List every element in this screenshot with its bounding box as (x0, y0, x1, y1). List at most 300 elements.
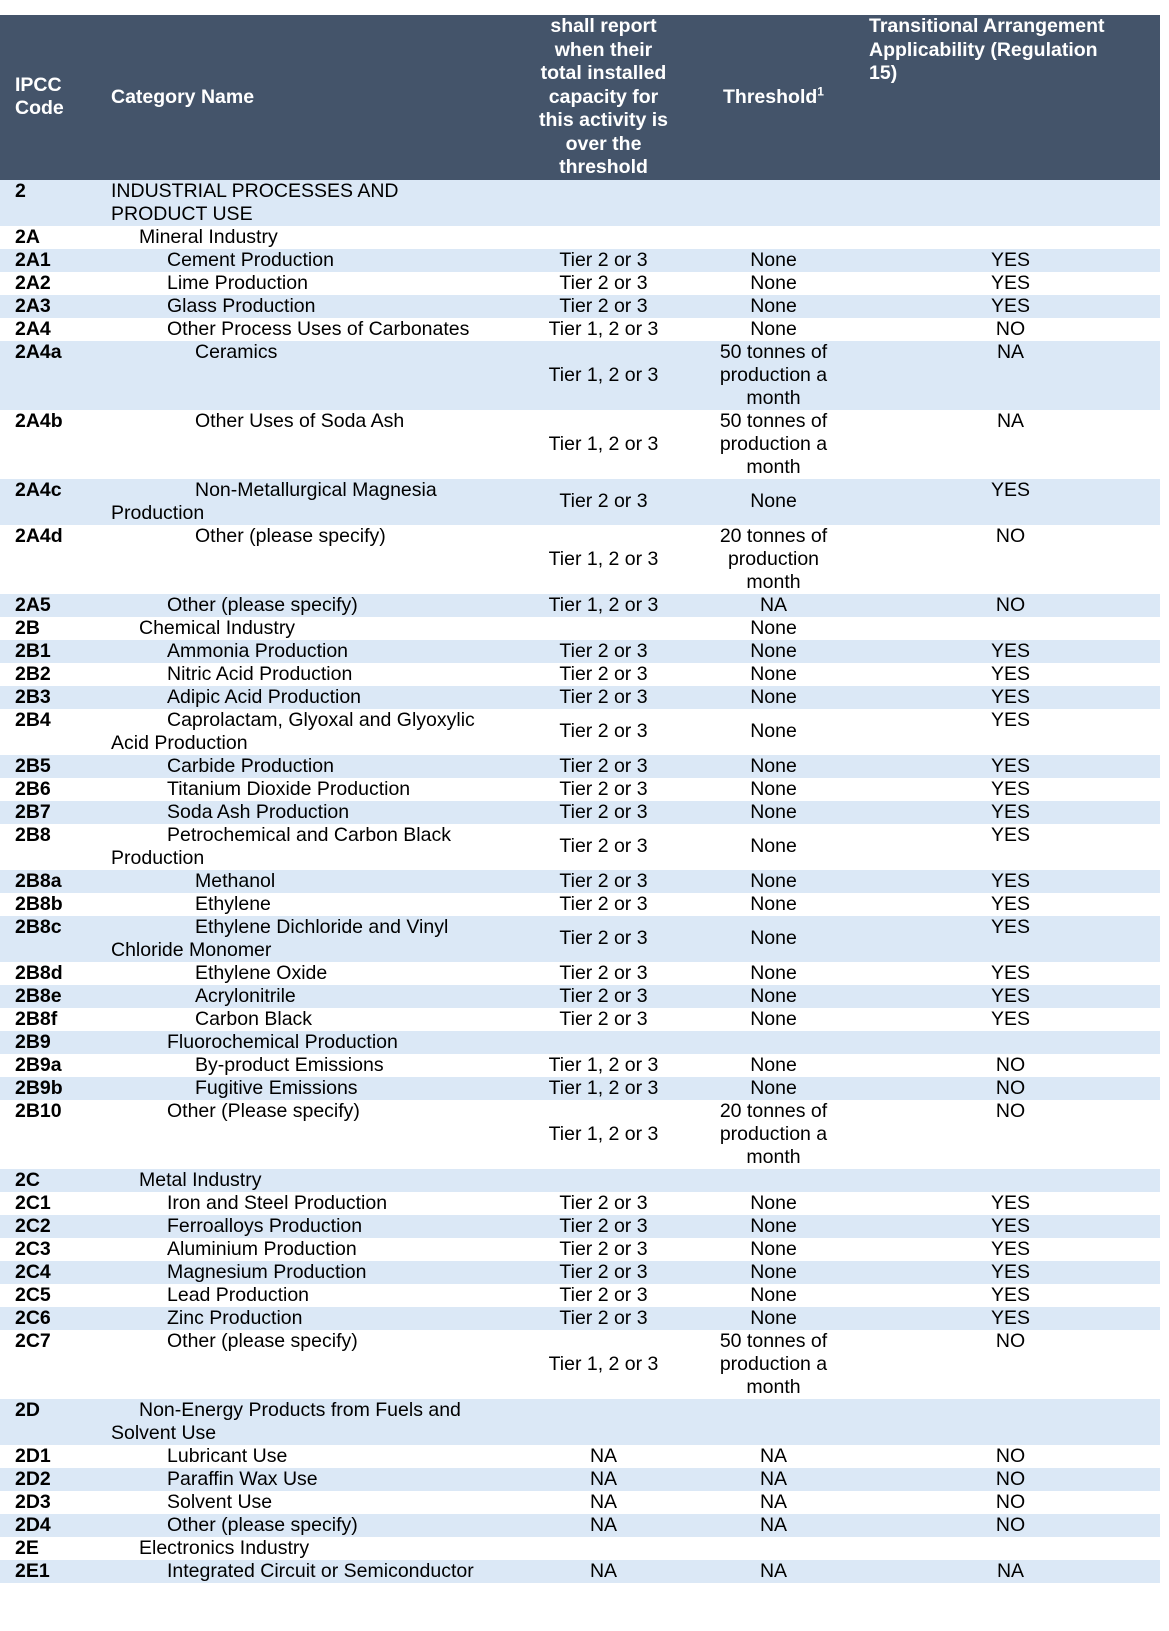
category-name-cell (103, 1514, 521, 1537)
ipcc-code-cell: 2A4d (0, 525, 103, 594)
ipcc-code-cell: 2D4 (0, 1514, 103, 1537)
threshold-cell (686, 1514, 861, 1537)
reporting-tier-cell: Tier 2 or 3 (521, 272, 686, 295)
document-page (0, 15, 1160, 1583)
footnote-marker: 1 (817, 84, 824, 98)
category-name-line: Iron and Steel Production (167, 1191, 388, 1214)
category-name-cell (103, 640, 521, 663)
reporting-tier-cell: Tier 2 or 3 (521, 778, 686, 801)
reporting-tier-cell: Tier 1, 2 or 3 (521, 318, 686, 341)
threshold-line: month (746, 455, 801, 478)
reporting-tier-cell: NA (521, 1468, 686, 1491)
ipcc-code-cell: 2A1 (0, 249, 103, 272)
category-name-cell (103, 801, 521, 824)
category-name-line: Zinc Production (167, 1306, 303, 1329)
threshold-cell (686, 1491, 861, 1514)
threshold-cell (686, 617, 861, 640)
table-row (0, 916, 1160, 962)
reporting-tier-cell: Tier 2 or 3 (521, 686, 686, 709)
reporting-tier-cell (521, 1031, 686, 1054)
threshold-cell (686, 1215, 861, 1238)
threshold-line: NA (759, 1444, 788, 1467)
ipcc-code-cell: 2C (0, 1169, 103, 1192)
header-text-line: Code (15, 97, 64, 120)
reporting-tier-cell: Tier 2 or 3 (521, 1284, 686, 1307)
reporting-tier-cell: Tier 2 or 3 (521, 916, 686, 962)
table-row (0, 663, 1160, 686)
category-name-cell (103, 1330, 521, 1399)
ipcc-code-cell: 2B3 (0, 686, 103, 709)
category-name-line: Carbide Production (167, 754, 334, 777)
threshold-cell (686, 410, 861, 479)
category-name-cell (103, 1399, 521, 1445)
table-row (0, 1031, 1160, 1054)
category-name-line: Lubricant Use (167, 1444, 288, 1467)
ipcc-code-cell: 2B8 (0, 824, 103, 870)
category-name-cell (103, 755, 521, 778)
transitional-applicability-cell: YES (861, 893, 1160, 916)
reporting-tier-cell: NA (521, 1560, 686, 1583)
category-name-line: Solvent Use (167, 1490, 273, 1513)
category-name-cell (103, 985, 521, 1008)
category-name-cell (103, 1261, 521, 1284)
table-row (0, 1560, 1160, 1583)
category-name-cell (103, 1031, 521, 1054)
table-row (0, 410, 1160, 479)
table-row (0, 1491, 1160, 1514)
threshold-line: month (746, 570, 801, 593)
transitional-applicability-cell: NO (861, 318, 1160, 341)
ipcc-code-cell: 2C5 (0, 1284, 103, 1307)
reporting-tier-cell: Tier 2 or 3 (521, 1307, 686, 1330)
transitional-applicability-cell: YES (861, 1008, 1160, 1031)
threshold-cell (686, 916, 861, 962)
ipcc-code-cell: 2A4b (0, 410, 103, 479)
category-name-line: Magnesium Production (167, 1260, 367, 1283)
threshold-cell (686, 1169, 861, 1192)
threshold-cell (686, 1100, 861, 1169)
category-name-line: Petrochemical and Carbon Black (167, 823, 451, 846)
threshold-cell (686, 295, 861, 318)
ipcc-code-cell: 2B6 (0, 778, 103, 801)
threshold-cell (686, 801, 861, 824)
threshold-line: None (750, 1191, 797, 1214)
table-row (0, 1537, 1160, 1560)
threshold-line: None (750, 1237, 797, 1260)
transitional-applicability-cell: YES (861, 1284, 1160, 1307)
threshold-cell (686, 663, 861, 686)
table-row (0, 594, 1160, 617)
transitional-applicability-cell: YES (861, 755, 1160, 778)
transitional-applicability-cell (861, 1031, 1160, 1054)
transitional-applicability-cell: YES (861, 1307, 1160, 1330)
transitional-applicability-cell: YES (861, 916, 1160, 962)
table-row (0, 1468, 1160, 1491)
category-name-cell (103, 1077, 521, 1100)
transitional-applicability-cell: YES (861, 1261, 1160, 1284)
header-ipcc-code (0, 15, 103, 180)
reporting-tier-cell: Tier 2 or 3 (521, 1215, 686, 1238)
threshold-cell (686, 893, 861, 916)
table-row (0, 295, 1160, 318)
ipcc-code-cell: 2 (0, 180, 103, 226)
reporting-tier-cell: Tier 2 or 3 (521, 640, 686, 663)
category-name-line: Titanium Dioxide Production (167, 777, 411, 800)
header-transitional-arrangement (861, 15, 1160, 180)
threshold-line: NA (759, 1467, 788, 1490)
reporting-tier-cell: NA (521, 1491, 686, 1514)
category-name-cell (103, 1100, 521, 1169)
category-name-cell (103, 824, 521, 870)
transitional-applicability-cell: NA (861, 341, 1160, 410)
threshold-line: None (750, 1007, 797, 1030)
category-name-cell (103, 962, 521, 985)
category-name-cell (103, 272, 521, 295)
threshold-cell (686, 1031, 861, 1054)
threshold-cell (686, 778, 861, 801)
ipcc-code-cell: 2B10 (0, 1100, 103, 1169)
transitional-applicability-cell: YES (861, 1238, 1160, 1261)
threshold-line: None (750, 927, 797, 949)
threshold-line: None (750, 294, 797, 317)
ipcc-code-cell: 2A4c (0, 479, 103, 525)
threshold-cell (686, 1192, 861, 1215)
reporting-tier-cell: Tier 1, 2 or 3 (521, 341, 686, 410)
header-text-line: Applicability (Regulation (869, 38, 1098, 61)
threshold-cell (686, 249, 861, 272)
threshold-cell (686, 479, 861, 525)
transitional-applicability-cell: YES (861, 686, 1160, 709)
reporting-tier-cell: Tier 2 or 3 (521, 249, 686, 272)
category-name-line: Other Uses of Soda Ash (195, 409, 405, 432)
threshold-cell (686, 341, 861, 410)
transitional-applicability-cell: YES (861, 962, 1160, 985)
category-name-line: Paraffin Wax Use (167, 1467, 318, 1490)
table-row (0, 1192, 1160, 1215)
reporting-tier-cell: Tier 1, 2 or 3 (521, 1077, 686, 1100)
category-name-line: Cement Production (167, 248, 334, 271)
threshold-cell (686, 962, 861, 985)
threshold-cell (686, 870, 861, 893)
table-row (0, 801, 1160, 824)
reporting-tier-cell (521, 1399, 686, 1445)
ipcc-code-cell: 2B9 (0, 1031, 103, 1054)
transitional-applicability-cell: YES (861, 801, 1160, 824)
ipcc-code-cell: 2B7 (0, 801, 103, 824)
transitional-applicability-cell: NA (861, 410, 1160, 479)
header-threshold (686, 15, 861, 180)
transitional-applicability-cell: NO (861, 594, 1160, 617)
header-text-line: 15) (869, 62, 898, 84)
header-text-line: IPCC (15, 73, 62, 96)
threshold-cell (686, 525, 861, 594)
threshold-cell (686, 594, 861, 617)
threshold-line: 50 tonnes of (719, 1329, 828, 1352)
category-name-cell (103, 686, 521, 709)
table-row (0, 1169, 1160, 1192)
transitional-applicability-cell (861, 1537, 1160, 1560)
threshold-line: None (750, 892, 797, 915)
reporting-tier-cell: Tier 2 or 3 (521, 1238, 686, 1261)
table-header (0, 15, 1160, 180)
table-row (0, 341, 1160, 410)
category-name-line: Soda Ash Production (167, 800, 350, 823)
threshold-line: NA (759, 1513, 788, 1536)
threshold-line: 50 tonnes of (719, 409, 828, 432)
transitional-applicability-cell: YES (861, 870, 1160, 893)
threshold-line: production a (719, 1122, 828, 1145)
reporting-tier-cell: Tier 2 or 3 (521, 1192, 686, 1215)
transitional-applicability-cell: NO (861, 1514, 1160, 1537)
threshold-line: None (750, 248, 797, 271)
reporting-tier-cell: NA (521, 1445, 686, 1468)
reporting-tier-cell: Tier 1, 2 or 3 (521, 1330, 686, 1399)
transitional-applicability-cell: YES (861, 709, 1160, 755)
table-row (0, 755, 1160, 778)
transitional-applicability-cell: NO (861, 1468, 1160, 1491)
table-row (0, 1261, 1160, 1284)
category-name-line: Metal Industry (139, 1168, 262, 1191)
category-name-line: Nitric Acid Production (167, 662, 353, 685)
category-name-cell (103, 893, 521, 916)
category-name-cell (103, 295, 521, 318)
category-name-cell (103, 1169, 521, 1192)
threshold-line: None (750, 961, 797, 984)
reporting-tier-cell: Tier 2 or 3 (521, 295, 686, 318)
threshold-cell (686, 226, 861, 249)
category-name-cell (103, 1537, 521, 1560)
category-name-line: Methanol (195, 869, 276, 892)
category-name-cell (103, 479, 521, 525)
table-row (0, 1445, 1160, 1468)
ipcc-code-cell: 2B5 (0, 755, 103, 778)
ipcc-code-cell: 2D1 (0, 1445, 103, 1468)
ipcc-code-cell: 2D (0, 1399, 103, 1445)
transitional-applicability-cell: NA (861, 1560, 1160, 1583)
ipcc-code-cell: 2A4 (0, 318, 103, 341)
threshold-cell (686, 1445, 861, 1468)
table-row (0, 1215, 1160, 1238)
category-name-cell (103, 916, 521, 962)
reporting-tier-cell: Tier 2 or 3 (521, 870, 686, 893)
threshold-line: 20 tonnes of (719, 1099, 828, 1122)
table-row (0, 686, 1160, 709)
header-text-line: threshold (559, 156, 648, 178)
category-name-cell (103, 1284, 521, 1307)
transitional-applicability-cell: YES (861, 249, 1160, 272)
reporting-tier-cell: Tier 2 or 3 (521, 709, 686, 755)
threshold-line: None (750, 984, 797, 1007)
transitional-applicability-cell (861, 180, 1160, 226)
transitional-applicability-cell: NO (861, 1330, 1160, 1399)
threshold-line: None (750, 777, 797, 800)
category-name-line: Other (please specify) (195, 524, 386, 547)
transitional-applicability-cell: NO (861, 1445, 1160, 1468)
category-name-line: Ammonia Production (167, 639, 349, 662)
table-row (0, 272, 1160, 295)
transitional-applicability-cell: YES (861, 295, 1160, 318)
ipcc-code-cell: 2A2 (0, 272, 103, 295)
category-name-cell (103, 249, 521, 272)
threshold-line: None (750, 1076, 797, 1099)
reporting-tier-cell: NA (521, 1514, 686, 1537)
ipcc-code-cell: 2B8e (0, 985, 103, 1008)
table-row (0, 1399, 1160, 1445)
reporting-tier-cell (521, 617, 686, 640)
table-row (0, 962, 1160, 985)
ipcc-code-cell: 2C1 (0, 1192, 103, 1215)
threshold-cell (686, 1077, 861, 1100)
ipcc-code-cell: 2B8a (0, 870, 103, 893)
ipcc-code-cell: 2C4 (0, 1261, 103, 1284)
category-name-line: Mineral Industry (139, 225, 278, 248)
category-name-cell (103, 663, 521, 686)
table-row (0, 1077, 1160, 1100)
ipcc-code-cell: 2A (0, 226, 103, 249)
reporting-tier-cell (521, 1169, 686, 1192)
category-name-line: Adipic Acid Production (167, 685, 362, 708)
header-threshold-label: Threshold (723, 85, 818, 108)
reporting-tier-cell: Tier 1, 2 or 3 (521, 594, 686, 617)
threshold-line: production (727, 547, 820, 570)
threshold-cell (686, 1468, 861, 1491)
ipcc-code-cell: 2B8f (0, 1008, 103, 1031)
table-row (0, 1054, 1160, 1077)
transitional-applicability-cell: YES (861, 778, 1160, 801)
category-name-cell (103, 1560, 521, 1583)
threshold-line: None (750, 835, 797, 857)
table-row (0, 617, 1160, 640)
category-name-line: Other (please specify) (167, 1329, 358, 1352)
header-text-line: capacity for (548, 85, 659, 108)
transitional-applicability-cell: YES (861, 985, 1160, 1008)
category-name-line: Lead Production (167, 1283, 310, 1306)
reporting-tier-cell (521, 180, 686, 226)
reporting-tier-cell: Tier 2 or 3 (521, 1261, 686, 1284)
category-name-line: Electronics Industry (139, 1536, 310, 1559)
category-name-cell (103, 318, 521, 341)
threshold-cell (686, 318, 861, 341)
category-name-line: Aluminium Production (167, 1237, 357, 1260)
ipcc-code-cell: 2A3 (0, 295, 103, 318)
category-name-line: Ferroalloys Production (167, 1214, 363, 1237)
header-category-name: Category Name (103, 15, 521, 180)
category-name-line: Acrylonitrile (195, 984, 296, 1007)
reporting-tier-cell: Tier 2 or 3 (521, 1008, 686, 1031)
category-name-line: Ethylene (195, 892, 271, 915)
category-name-line: Non-Energy Products from Fuels and (139, 1398, 461, 1421)
header-text-line: shall report (550, 15, 657, 37)
reporting-tier-cell: Tier 1, 2 or 3 (521, 1100, 686, 1169)
table-row (0, 640, 1160, 663)
transitional-applicability-cell: YES (861, 272, 1160, 295)
threshold-line: None (750, 754, 797, 777)
threshold-cell (686, 1330, 861, 1399)
threshold-cell (686, 1399, 861, 1445)
threshold-cell (686, 709, 861, 755)
category-name-line: Carbon Black (195, 1007, 313, 1030)
transitional-applicability-cell (861, 1399, 1160, 1445)
transitional-applicability-cell: YES (861, 663, 1160, 686)
table-row (0, 1284, 1160, 1307)
threshold-line: None (750, 1053, 797, 1076)
category-name-cell (103, 870, 521, 893)
transitional-applicability-cell (861, 617, 1160, 640)
ipcc-code-cell: 2B4 (0, 709, 103, 755)
transitional-applicability-cell: YES (861, 824, 1160, 870)
ipcc-code-cell: 2E (0, 1537, 103, 1560)
category-name-cell (103, 1215, 521, 1238)
table-row (0, 1100, 1160, 1169)
threshold-line: None (750, 639, 797, 662)
threshold-cell (686, 1560, 861, 1583)
category-name-line: Solvent Use (111, 1421, 217, 1444)
threshold-line: month (746, 1375, 801, 1398)
header-text-line: total installed (540, 62, 667, 84)
ipcc-category-table (0, 15, 1160, 1583)
threshold-line: None (750, 685, 797, 708)
threshold-line: month (746, 1145, 801, 1168)
ipcc-code-cell: 2B8c (0, 916, 103, 962)
header-text-line: this activity is (539, 109, 668, 131)
ipcc-code-cell: 2B8b (0, 893, 103, 916)
transitional-applicability-cell: NO (861, 1491, 1160, 1514)
threshold-line: None (750, 720, 797, 742)
reporting-tier-cell: Tier 2 or 3 (521, 801, 686, 824)
transitional-applicability-cell: YES (861, 1215, 1160, 1238)
category-name-line: Production (111, 846, 205, 869)
threshold-line: None (750, 800, 797, 823)
reporting-tier-cell: Tier 2 or 3 (521, 824, 686, 870)
transitional-applicability-cell: NO (861, 1054, 1160, 1077)
threshold-cell (686, 272, 861, 295)
threshold-cell (686, 1008, 861, 1031)
table-row (0, 870, 1160, 893)
table-row (0, 1330, 1160, 1399)
category-name-cell (103, 617, 521, 640)
category-name-cell (103, 1491, 521, 1514)
transitional-applicability-cell: YES (861, 640, 1160, 663)
header-text-line: over the (565, 132, 642, 155)
table-row (0, 824, 1160, 870)
threshold-cell (686, 755, 861, 778)
table-body (0, 180, 1160, 1583)
category-name-cell (103, 778, 521, 801)
reporting-tier-cell: Tier 2 or 3 (521, 893, 686, 916)
ipcc-code-cell: 2C3 (0, 1238, 103, 1261)
threshold-cell (686, 1284, 861, 1307)
table-row (0, 249, 1160, 272)
threshold-line: 50 tonnes of (719, 340, 828, 363)
category-name-line: Lime Production (167, 271, 308, 294)
threshold-cell (686, 1537, 861, 1560)
threshold-cell (686, 1054, 861, 1077)
category-name-cell (103, 1238, 521, 1261)
category-name-cell (103, 1307, 521, 1330)
table-row (0, 525, 1160, 594)
ipcc-code-cell: 2A5 (0, 594, 103, 617)
category-name-line: Ceramics (195, 340, 278, 363)
table-row (0, 318, 1160, 341)
table-row (0, 1008, 1160, 1031)
transitional-applicability-cell: YES (861, 479, 1160, 525)
category-name-line: PRODUCT USE (111, 202, 253, 225)
ipcc-code-cell: 2C7 (0, 1330, 103, 1399)
threshold-line: None (750, 662, 797, 685)
ipcc-code-cell: 2C6 (0, 1307, 103, 1330)
threshold-cell (686, 1307, 861, 1330)
table-row (0, 985, 1160, 1008)
